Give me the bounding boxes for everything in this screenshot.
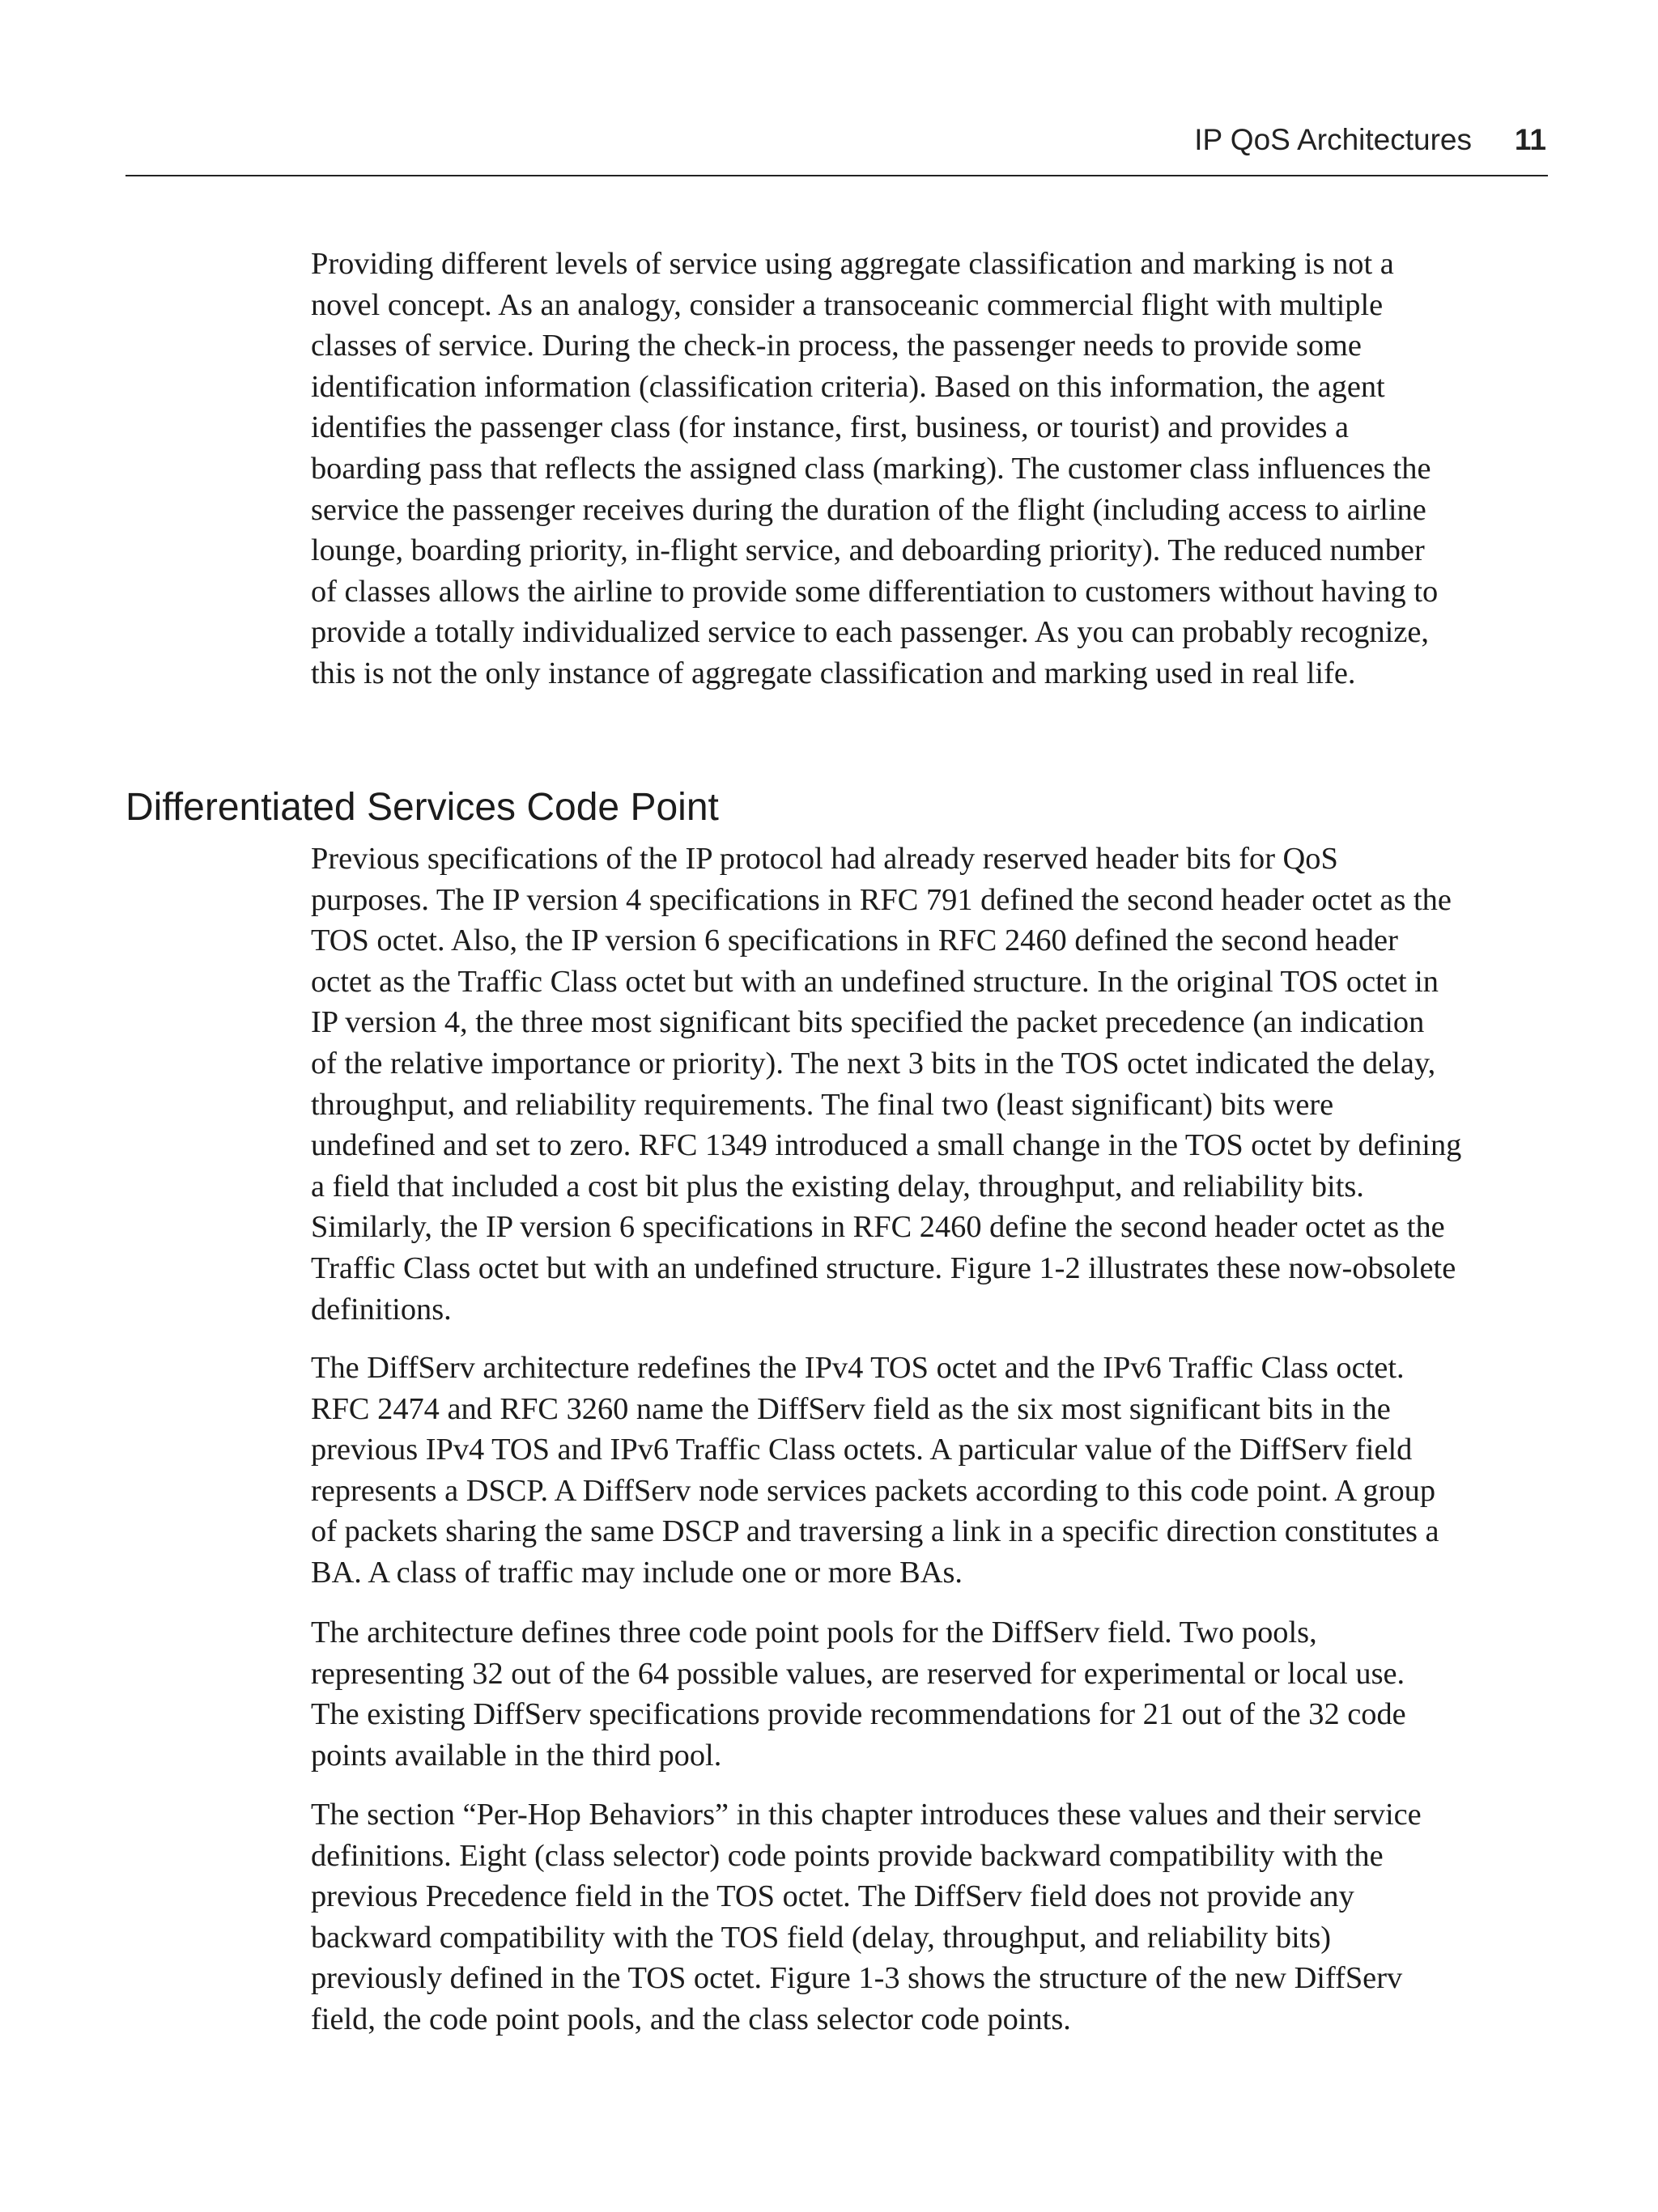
section-paragraph-4-block xyxy=(311,1794,1550,2040)
text-line: undefined and set to zero. RFC 1349 introduced a small change in the TOS octet by defining xyxy=(311,1128,1462,1163)
section-paragraph xyxy=(311,839,1550,1330)
text-line: previous Precedence field in the TOS octet. The DiffServ field does not provide any xyxy=(311,1879,1354,1914)
text-line: Traffic Class octet but with an undefined structure. Figure 1-2 illustrates these now-obsolete xyxy=(311,1250,1456,1285)
text-line: lounge, boarding priority, in-flight service, and deboarding priority). The reduced number xyxy=(311,533,1425,568)
text-line: Providing different levels of service using aggregate classification and marking is not a xyxy=(311,247,1394,281)
section-paragraph-1-block xyxy=(311,839,1550,1330)
text-line: The existing DiffServ specifications provide recommendations for 21 out of the 32 code xyxy=(311,1697,1406,1732)
section-paragraph-2-block xyxy=(311,1348,1550,1594)
text-line: novel concept. As an analogy, consider a transoceanic commercial flight with multiple xyxy=(311,287,1384,322)
section-paragraph xyxy=(311,1794,1550,2040)
text-line: The DiffServ architecture redefines the IPv4 TOS octet and the IPv6 Traffic Class octet. xyxy=(311,1351,1405,1385)
text-line: previous IPv4 TOS and IPv6 Traffic Class octets. A particular value of the DiffServ field xyxy=(311,1433,1413,1467)
text-line: of packets sharing the same DSCP and traversing a link in a specific direction constitutes a xyxy=(311,1514,1439,1549)
text-line: representing 32 out of the 64 possible values, are reserved for experimental or local use. xyxy=(311,1656,1405,1691)
running-header xyxy=(125,118,1548,176)
section-paragraph xyxy=(311,1348,1550,1594)
text-line: BA. A class of traffic may include one or more BAs. xyxy=(311,1555,963,1590)
text-line: classes of service. During the check-in process, the passenger needs to provide some xyxy=(311,329,1362,363)
text-line: a field that included a cost bit plus the existing delay, throughput, and reliability bits. xyxy=(311,1169,1364,1204)
running-header-title: IP QoS Architectures xyxy=(1194,123,1472,156)
intro-paragraph xyxy=(311,244,1550,694)
text-line: The section “Per-Hop Behaviors” in this chapter introduces these values and their service xyxy=(311,1798,1422,1832)
text-line: provide a totally individualized service to each passenger. As you can probably recognize, xyxy=(311,615,1430,650)
text-line: definitions. Eight (class selector) code points provide backward compatibility with the xyxy=(311,1838,1384,1873)
text-line: represents a DSCP. A DiffServ node services packets according to this code point. A group xyxy=(311,1473,1436,1508)
text-line: previously defined in the TOS octet. Figure 1-3 shows the structure of the new DiffServ xyxy=(311,1961,1403,1996)
text-line: boarding pass that reflects the assigned class (marking). The customer class influences the xyxy=(311,451,1431,486)
text-line: this is not the only instance of aggregate classification and marking used in real life. xyxy=(311,656,1356,690)
text-line: IP version 4, the three most significant bits specified the packet precedence (an indication xyxy=(311,1005,1425,1040)
section-heading: Differentiated Services Code Point xyxy=(125,786,719,829)
text-line: service the passenger receives during the duration of the flight (including access to airline xyxy=(311,492,1426,527)
page-number: 11 xyxy=(1514,123,1546,156)
text-line: of the relative importance or priority). The next 3 bits in the TOS octet indicated the delay, xyxy=(311,1046,1436,1081)
text-line: throughput, and reliability requirements. The final two (least significant) bits were xyxy=(311,1087,1334,1122)
section-paragraph xyxy=(311,1612,1550,1776)
text-line: TOS octet. Also, the IP version 6 specifications in RFC 2460 defined the second header xyxy=(311,923,1398,958)
text-line: octet as the Traffic Class octet but with an undefined structure. In the original TOS octet in xyxy=(311,964,1439,999)
text-line: The architecture defines three code point pools for the DiffServ field. Two pools, xyxy=(311,1615,1317,1649)
text-line: identification information (classification criteria). Based on this information, the agent xyxy=(311,369,1385,404)
text-line: definitions. xyxy=(311,1292,452,1327)
text-line: identifies the passenger class (for instance, first, business, or tourist) and provides a xyxy=(311,410,1350,445)
text-line: backward compatibility with the TOS field (delay, throughput, and reliability bits) xyxy=(311,1920,1332,1955)
text-line: Similarly, the IP version 6 specifications in RFC 2460 define the second header octet as the xyxy=(311,1210,1445,1245)
text-line: field, the code point pools, and the class selector code points. xyxy=(311,2002,1071,2036)
text-line: of classes allows the airline to provide some differentiation to customers without having to xyxy=(311,574,1439,609)
text-line: Previous specifications of the IP protocol had already reserved header bits for QoS xyxy=(311,842,1338,876)
text-line: points available in the third pool. xyxy=(311,1738,722,1773)
text-line: RFC 2474 and RFC 3260 name the DiffServ field as the six most significant bits in the xyxy=(311,1391,1391,1426)
section-paragraph-3-block xyxy=(311,1612,1550,1776)
intro-paragraph-block xyxy=(311,244,1550,694)
text-line: purposes. The IP version 4 specifications in RFC 791 defined the second header octet as the xyxy=(311,882,1452,917)
